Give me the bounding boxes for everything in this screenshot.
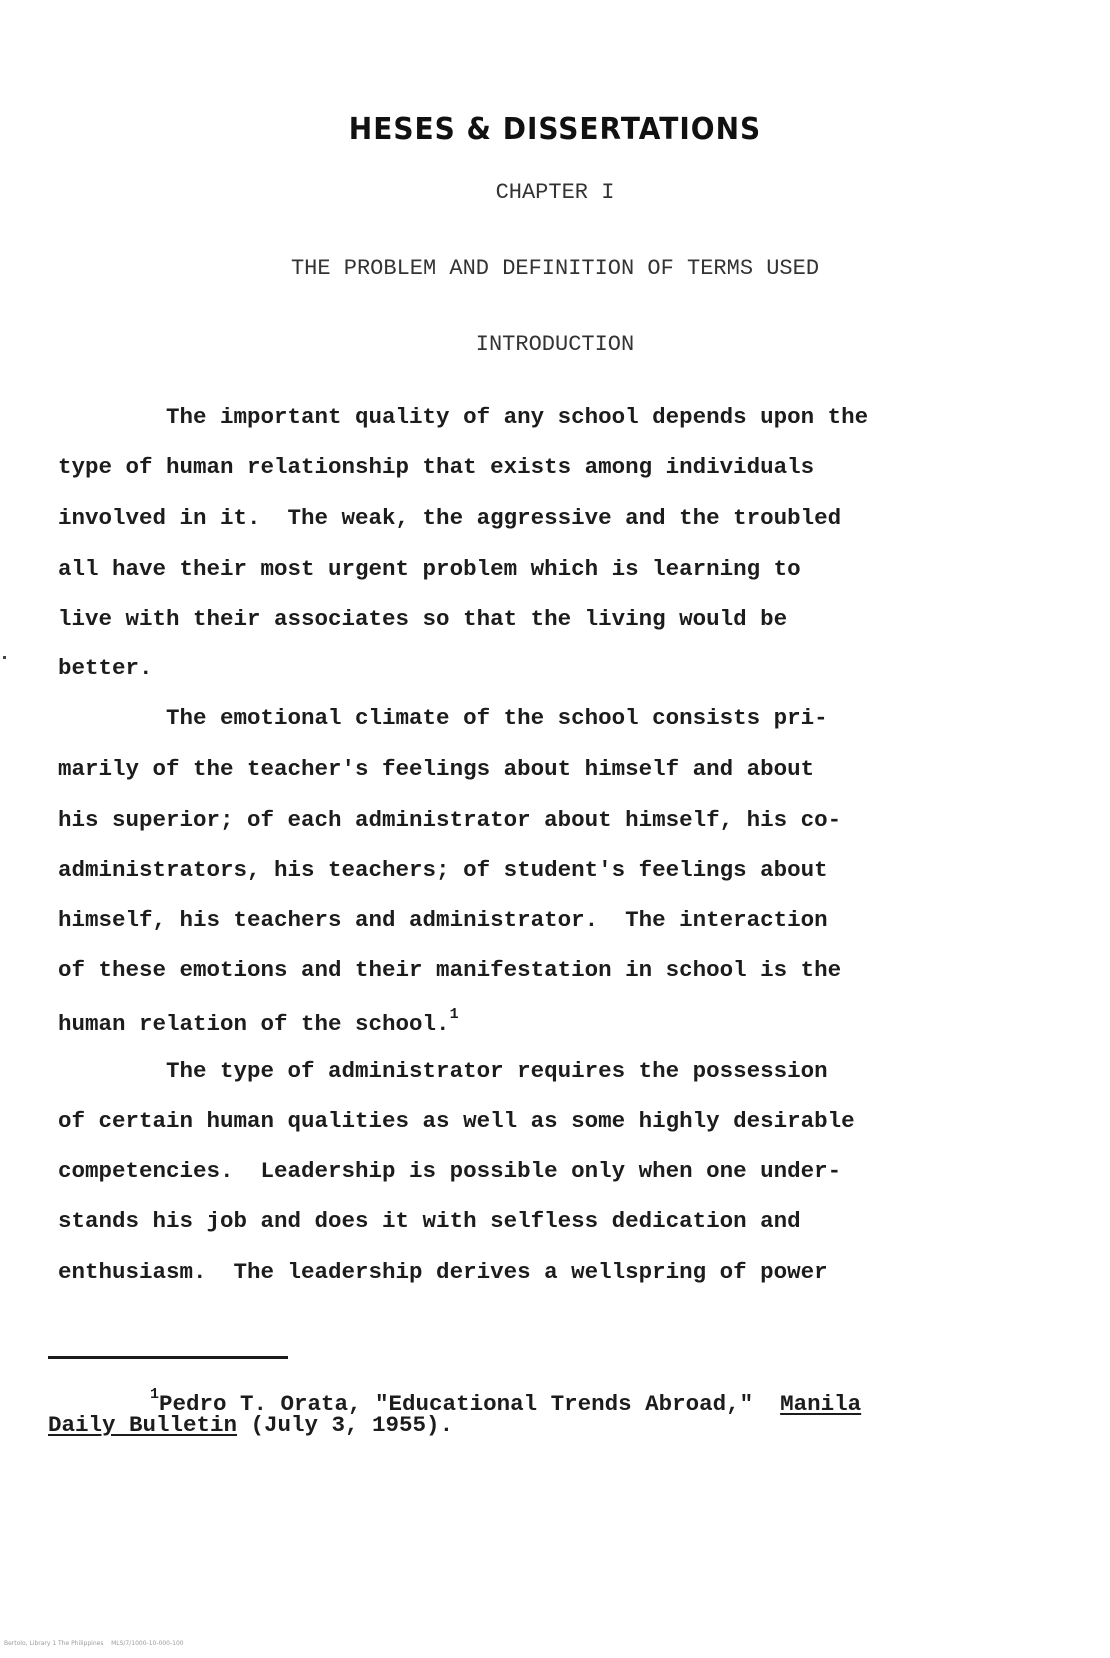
body-line: stands his job and does it with selfless dedication and (58, 1208, 801, 1234)
body-line: better. (58, 655, 153, 681)
chapter-title: THE PROBLEM AND DEFINITION OF TERMS USED (290, 256, 820, 281)
body-line: competencies. Leadership is possible only when one under- (58, 1158, 842, 1184)
section-heading: INTRODUCTION (475, 332, 635, 357)
body-line: involved in it. The weak, the aggressive and the troubled (58, 505, 842, 531)
body-line: enthusiasm. The leadership derives a wellspring of power (58, 1259, 828, 1285)
footnote-text: Pedro T. Orata, "Educational Trends Abroad," (159, 1391, 781, 1417)
body-line: live with their associates so that the living would be (58, 606, 788, 632)
footnote-source-title: Manila (780, 1391, 862, 1417)
body-line: The important quality of any school depends upon the (58, 404, 869, 430)
body-line: of these emotions and their manifestation in school is the (58, 957, 842, 983)
scan-caption: Bertolo, Library 1 The Philippines MLS/7/1000-10-000-100 (4, 1640, 184, 1647)
footnote-divider (48, 1356, 288, 1359)
body-line: all have their most urgent problem which is learning to (58, 556, 801, 582)
body-line-text: human relation of the school. (58, 1011, 450, 1037)
body-line: The emotional climate of the school consists pri- (58, 705, 828, 731)
footnote-date: (July 3, 1955). (237, 1412, 454, 1438)
footnote-marker: 1 (150, 1386, 160, 1403)
body-line: his superior; of each administrator about himself, his co- (58, 807, 842, 833)
body-line: marily of the teacher's feelings about himself and about (58, 756, 815, 782)
body-line: The type of administrator requires the possession (58, 1058, 828, 1084)
body-line-with-footnote-ref (58, 1006, 459, 1037)
body-line: of certain human qualities as well as some highly desirable (58, 1108, 855, 1134)
body-line: administrators, his teachers; of student's feelings about (58, 857, 828, 883)
scan-mark (3, 656, 6, 659)
body-line: himself, his teachers and administrator. The interaction (58, 907, 828, 933)
footnote-reference: 1 (449, 1006, 459, 1023)
chapter-label: CHAPTER I (495, 180, 615, 205)
footnote-line-2 (48, 1412, 453, 1438)
footnote-source-title-cont: Daily Bulletin (48, 1412, 238, 1438)
collection-stamp: HESES & DISSERTATIONS (348, 110, 762, 147)
body-line: type of human relationship that exists among individuals (58, 454, 815, 480)
